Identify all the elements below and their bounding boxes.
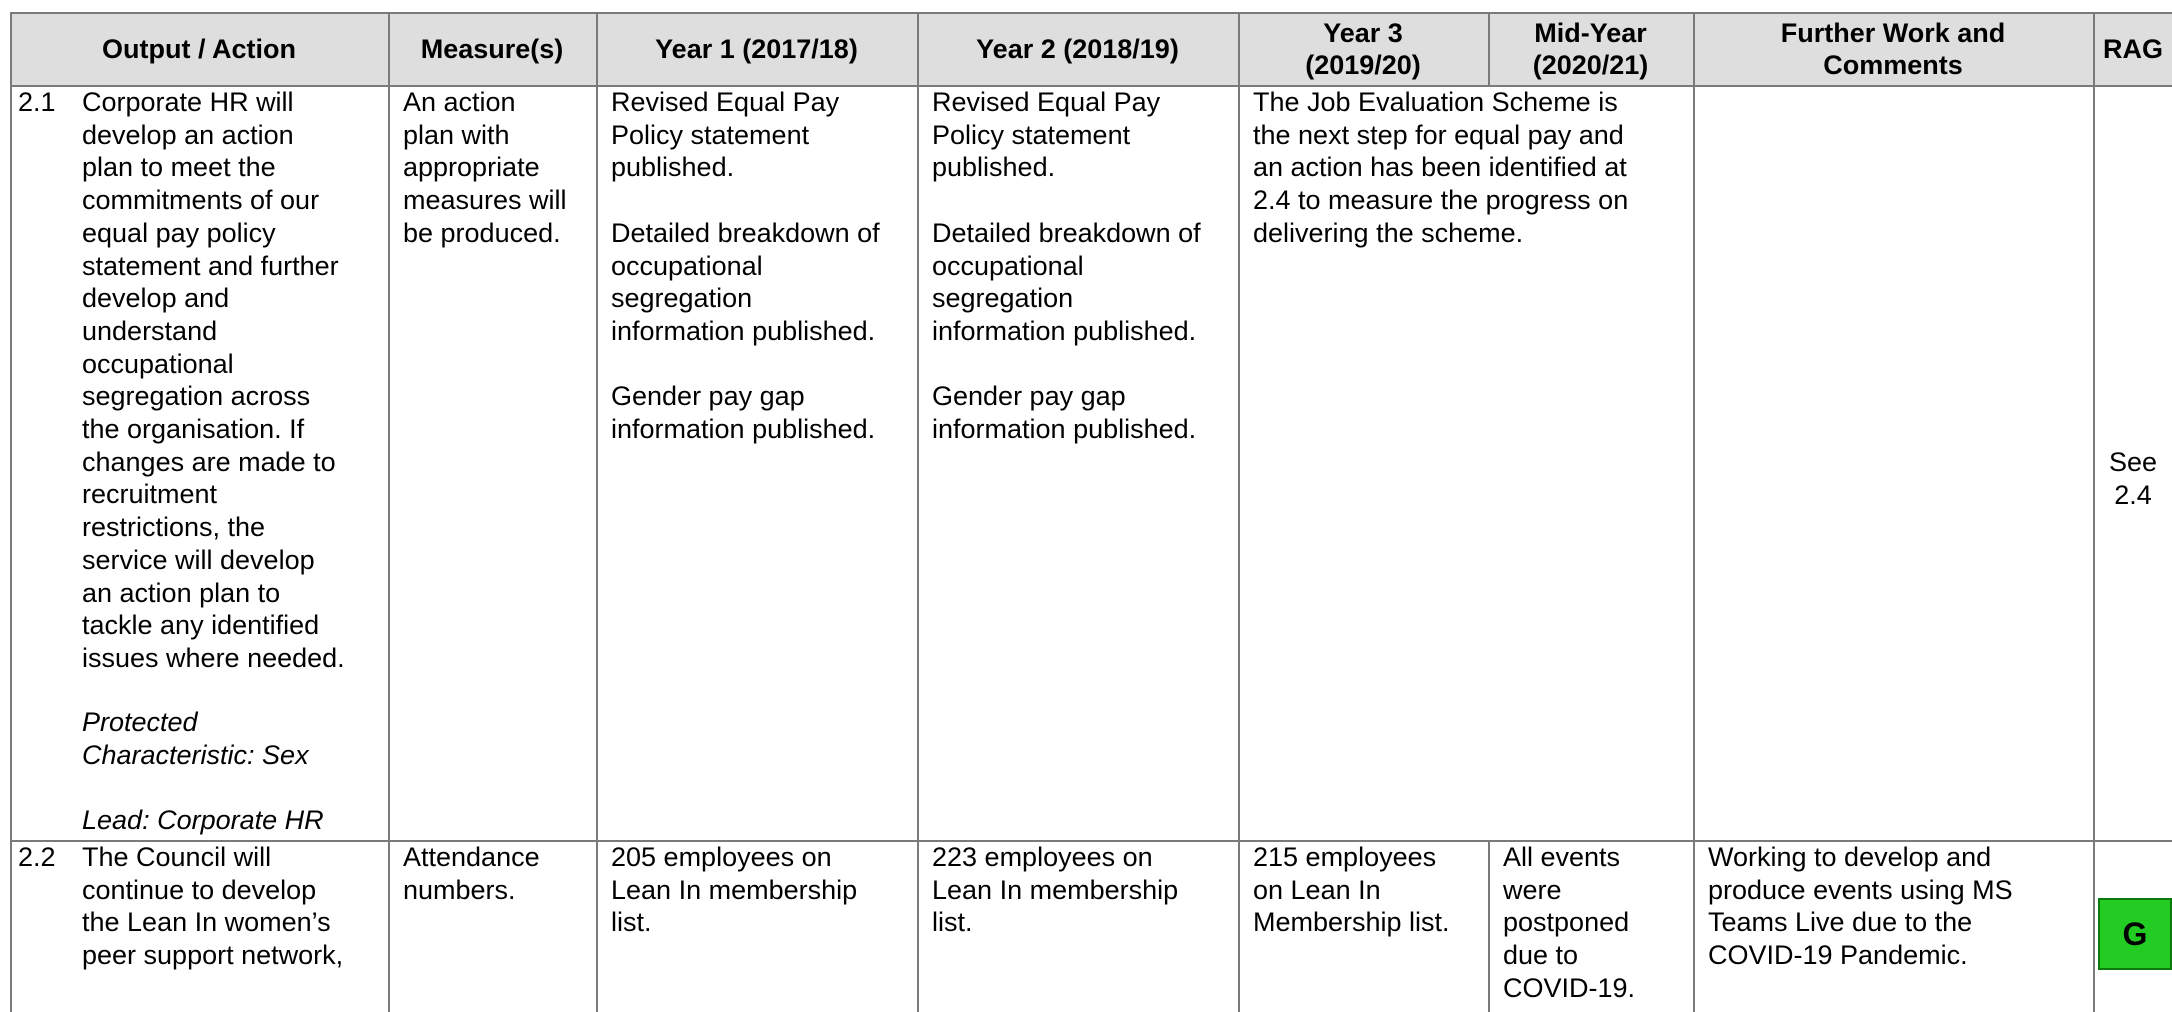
row-number: 2.1 [18, 87, 56, 117]
rag-status-badge: G [2098, 898, 2172, 970]
protected-characteristic: Protected Characteristic: Sex [82, 707, 309, 770]
header-further-work: Further Work and Comments [1780, 17, 2006, 80]
document-page [10, 12, 2172, 1012]
row-number: 2.2 [18, 842, 56, 872]
year2-text: 223 employees on Lean In membership list. [932, 842, 1179, 938]
year1-text: Revised Equal Pay Policy statement published. Detailed breakdown of occupational segregation information published. Gender pay gap information published. [611, 87, 880, 445]
header-rag: RAG [2103, 33, 2163, 64]
header-year2: Year 2 (2018/19) [976, 33, 1179, 64]
lead-text: Lead: Corporate HR [82, 805, 324, 835]
table-left-border [10, 12, 12, 1012]
header-year3: Year 3 (2019/20) [1305, 17, 1421, 80]
year3-midyear-text: The Job Evaluation Scheme is the next step for equal pay and an action has been identified at 2.4 to measure the progress on delivering the scheme. [1253, 87, 1629, 248]
year1-text: 205 employees on Lean In membership list. [611, 842, 858, 938]
action-text: Corporate HR will develop an action plan to meet the commitments of our equal pay policy statement and further develop and understand occupational segregation across the organisation. If changes are made to recruitment restrictions, the service will develop an action plan to tackle any identified issues where needed. [82, 87, 345, 673]
column-divider [2093, 12, 2095, 1012]
column-divider [1488, 840, 1490, 1012]
year2-text: Revised Equal Pay Policy statement published. Detailed breakdown of occupational segregation information published. Gender pay gap information published. [932, 87, 1201, 445]
midyear-text: All events were postponed due to COVID-19. [1503, 842, 1636, 1003]
column-divider [1693, 12, 1695, 1012]
header-year1: Year 1 (2017/18) [655, 33, 858, 64]
header-measures: Measure(s) [420, 33, 564, 64]
column-divider [1238, 12, 1240, 1012]
header-output-action: Output / Action [102, 33, 296, 64]
column-divider [388, 12, 390, 1012]
further-work-text: Working to develop and produce events using MS Teams Live due to the COVID-19 Pandemic. [1708, 842, 2013, 971]
measures-text: Attendance numbers. [403, 842, 540, 905]
column-divider [917, 12, 919, 1012]
measures-text: An action plan with appropriate measures will be produced. [403, 87, 567, 248]
action-text: The Council will continue to develop the Lean In women’s peer support network, [82, 842, 344, 971]
header-midyear: Mid-Year (2020/21) [1532, 17, 1649, 80]
rag-status-text: See 2.4 [2108, 447, 2158, 510]
column-divider [596, 12, 598, 1012]
year3-text: 215 employees on Lean In Membership list. [1253, 842, 1450, 938]
